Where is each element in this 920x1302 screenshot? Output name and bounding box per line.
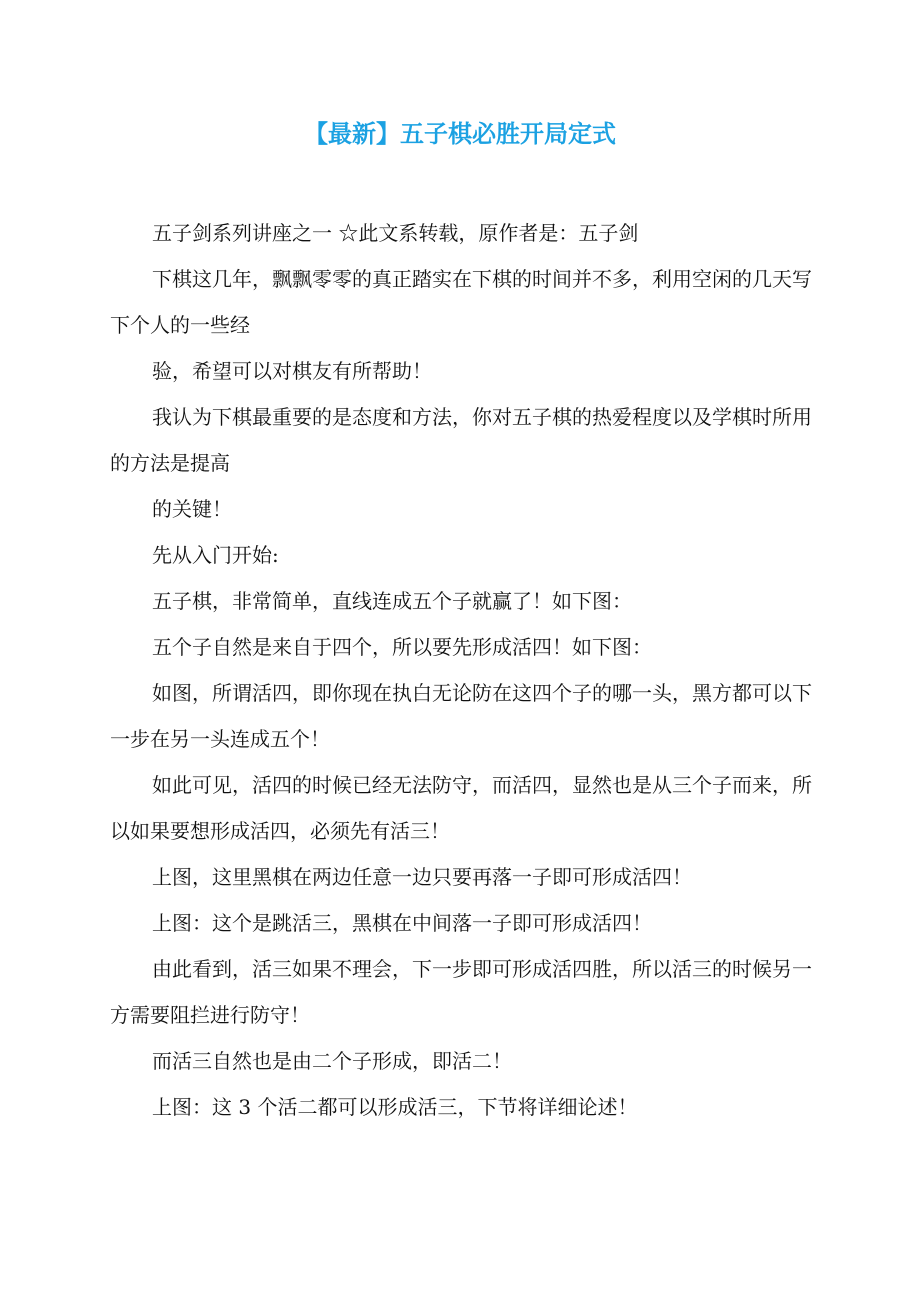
document-title: 【最新】五子棋必胜开局定式 [304, 120, 616, 148]
paragraph: 五个子自然是来自于四个，所以要先形成活四！如下图： [152, 635, 652, 659]
paragraph: 如此可见，活四的时候已经无法防守，而活四，显然也是从三个子而来，所以如果要想形成活四，必须先有活三！ [110, 773, 812, 843]
paragraph: 我认为下棋最重要的是态度和方法，你对五子棋的热爱程度以及学棋时所用的方法是提高 [110, 405, 812, 475]
document-body [110, 210, 814, 1130]
paragraph: 由此看到，活三如果不理会，下一步即可形成活四胜，所以活三的时候另一方需要阻拦进行防守！ [110, 957, 812, 1027]
paragraph: 上图：这个是跳活三，黑棋在中间落一子即可形成活四！ [152, 911, 652, 935]
paragraph: 下棋这几年，飘飘零零的真正踏实在下棋的时间并不多，利用空闲的几天写下个人的一些经 [110, 267, 812, 337]
paragraph: 如图，所谓活四，即你现在执白无论防在这四个子的哪一头，黑方都可以下一步在另一头连成五个！ [110, 681, 812, 751]
paragraph: 验，希望可以对棋友有所帮助！ [152, 359, 432, 383]
paragraph: 先从入门开始: [152, 543, 279, 567]
paragraph: 五子棋，非常简单，直线连成五个子就赢了！如下图： [152, 589, 632, 613]
paragraph: 的关键！ [152, 497, 232, 521]
paragraph: 上图，这里黑棋在两边任意一边只要再落一子即可形成活四！ [152, 865, 692, 889]
paragraph: 上图：这 3 个活二都可以形成活三，下节将详细论述！ [152, 1095, 638, 1119]
paragraph: 五子剑系列讲座之一 ☆此文系转载，原作者是：五子剑 [152, 221, 639, 245]
paragraph: 而活三自然也是由二个子形成，即活二！ [152, 1049, 512, 1073]
